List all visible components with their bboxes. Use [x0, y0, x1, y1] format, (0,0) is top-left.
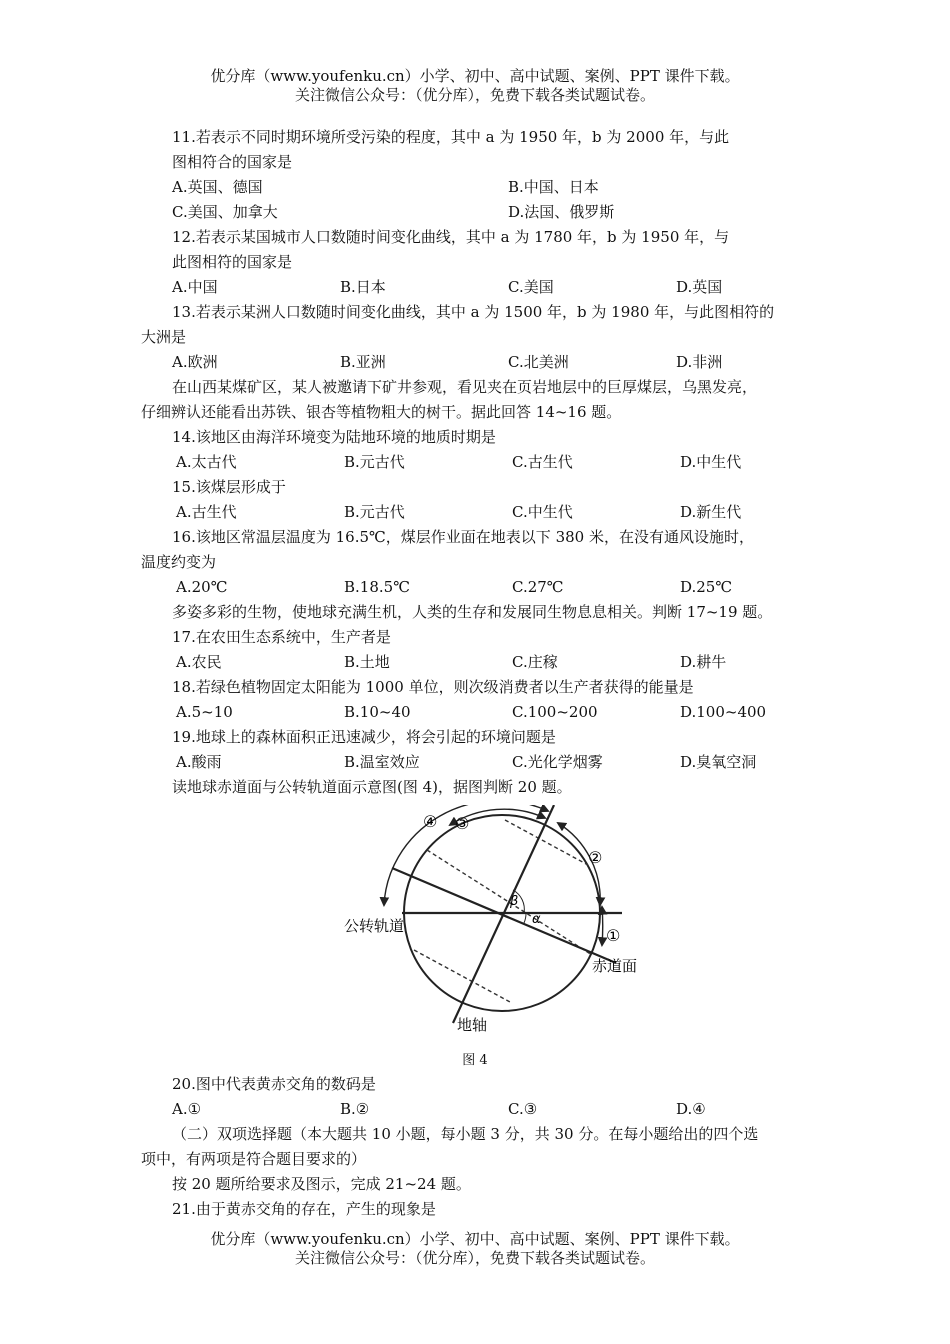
q15-option-d: D.新生代	[680, 503, 742, 521]
label-alpha: α	[532, 912, 541, 927]
q11-stem-line-1: 11.若表示不同时期环境所受污染的程度，其中 a 为 1950 年，b 为 2000 年，与此	[172, 128, 730, 146]
q18-option-a: A.5~10	[176, 703, 233, 721]
q18-option-c: C.100~200	[512, 703, 598, 721]
q11-option-a: A.英国、德国	[172, 178, 263, 196]
q17-option-c: C.庄稼	[512, 653, 558, 671]
q19-option-a: A.酸雨	[176, 753, 222, 771]
q20-stem: 20.图中代表黄赤交角的数码是	[172, 1075, 376, 1093]
footer-line-2: 关注微信公众号：（优分库），免费下载各类试题试卷。	[294, 1249, 655, 1267]
q15-option-c: C.中生代	[512, 503, 573, 521]
q14-option-a: A.太古代	[176, 453, 237, 471]
arrow-1	[602, 907, 603, 945]
label-num-4: ④	[423, 812, 438, 831]
q20-option-c: C.③	[508, 1100, 538, 1118]
q12-stem-line-1: 12.若表示某国城市人口数随时间变化曲线，其中 a 为 1780 年，b 为 1950 年，与	[172, 228, 730, 246]
label-beta: β	[510, 894, 519, 909]
q13-option-a: A.欧洲	[172, 353, 218, 371]
q15-stem: 15.该煤层形成于	[172, 478, 286, 496]
q16-option-a: A.20℃	[176, 578, 228, 596]
q13-option-d: D.非洲	[676, 353, 723, 371]
q16-stem-line-1: 16.该地区常温层温度为 16.5℃，煤层作业面在地表以下 380 米，在没有通风设施时，	[172, 528, 754, 546]
q15-option-b: B.元古代	[344, 503, 405, 521]
q17-stem: 17.在农田生态系统中，生产者是	[172, 628, 391, 646]
q12-stem-line-2: 此图相符的国家是	[172, 253, 293, 271]
q20-option-b: B.②	[340, 1100, 370, 1118]
q13-stem-line-1: 13.若表示某洲人口数随时间变化曲线，其中 a 为 1500 年，b 为 1980 年，与此图相符的	[172, 303, 775, 321]
q14-option-c: C.古生代	[512, 453, 573, 471]
header-line-2: 关注微信公众号：（优分库），免费下载各类试题试卷。	[294, 86, 655, 104]
q11-stem-line-2: 图相符合的国家是	[172, 153, 293, 171]
q17-option-a: A.农民	[176, 653, 222, 671]
label-num-2: ②	[588, 848, 603, 867]
q19-option-c: C.光化学烟雾	[512, 753, 603, 771]
q18-option-d: D.100~400	[680, 703, 767, 721]
q18-option-b: B.10~40	[344, 703, 411, 721]
q13-option-c: C.北美洲	[508, 353, 569, 371]
q12-option-a: A.中国	[172, 278, 218, 296]
section-2-line-1: （二）双项选择题（本大题共 10 小题，每小题 3 分，共 30 分。在每小题给出的四个选	[172, 1125, 759, 1143]
label-num-1: ①	[606, 926, 621, 945]
header-line-1: 优分库（www.youfenku.cn）小学、初中、高中试题、案例、PPT 课件下载。	[210, 67, 740, 85]
label-orbit: 公转轨道	[344, 917, 405, 935]
q13-stem-line-2: 大洲是	[141, 328, 187, 346]
figure-4-diagram	[330, 805, 650, 1037]
q13-option-b: B.亚洲	[340, 353, 386, 371]
intro-20: 读地球赤道面与公转轨道面示意图(图 4)，据图判断 20 题。	[172, 778, 572, 796]
q12-option-d: D.英国	[676, 278, 723, 296]
intro-21: 按 20 题所给要求及图示，完成 21~24 题。	[172, 1175, 471, 1193]
q16-option-b: B.18.5℃	[344, 578, 410, 596]
q17-option-d: D.耕牛	[680, 653, 727, 671]
intro-14-line-1: 在山西某煤矿区，某人被邀请下矿井参观，看见夹在页岩地层中的巨厚煤层，乌黑发亮，	[172, 378, 758, 396]
q11-option-d: D.法国、俄罗斯	[508, 203, 615, 221]
figure-4-caption: 图 4	[462, 1053, 488, 1068]
alpha-arc	[524, 913, 526, 923]
latitude-dashed-lines	[414, 820, 592, 1002]
q16-stem-line-2: 温度约变为	[141, 553, 217, 571]
q19-option-d: D.臭氧空洞	[680, 753, 757, 771]
q14-stem: 14.该地区由海洋环境变为陆地环境的地质时期是	[172, 428, 496, 446]
q18-stem: 18.若绿色植物固定太阳能为 1000 单位，则次级消费者以生产者获得的能量是	[172, 678, 694, 696]
footer-line-1: 优分库（www.youfenku.cn）小学、初中、高中试题、案例、PPT 课件下载。	[210, 1230, 740, 1248]
q19-option-b: B.温室效应	[344, 753, 420, 771]
q15-option-a: A.古生代	[176, 503, 237, 521]
section-2-line-2: 项中，有两项是符合题目要求的）	[141, 1150, 367, 1168]
q14-option-d: D.中生代	[680, 453, 742, 471]
q16-option-d: D.25℃	[680, 578, 733, 596]
q12-option-b: B.日本	[340, 278, 386, 296]
label-equator: 赤道面	[592, 957, 638, 975]
q20-option-a: A.①	[172, 1100, 202, 1118]
q20-option-d: D.④	[676, 1100, 706, 1118]
label-num-3: ③	[455, 814, 470, 833]
q11-option-b: B.中国、日本	[508, 178, 599, 196]
label-axis: 地轴	[457, 1016, 488, 1034]
q21-stem: 21.由于黄赤交角的存在，产生的现象是	[172, 1200, 436, 1218]
intro-17: 多姿多彩的生物，使地球充满生机，人类的生存和发展同生物息息相关。判断 17~19 题。	[172, 603, 773, 621]
q12-option-c: C.美国	[508, 278, 554, 296]
intro-14-line-2: 仔细辨认还能看出苏铁、银杏等植物粗大的树干。据此回答 14~16 题。	[141, 403, 622, 421]
q19-stem: 19.地球上的森林面积正迅速减少，将会引起的环境问题是	[172, 728, 556, 746]
q14-option-b: B.元古代	[344, 453, 405, 471]
q16-option-c: C.27℃	[512, 578, 564, 596]
q17-option-b: B.土地	[344, 653, 390, 671]
q11-option-c: C.美国、加拿大	[172, 203, 278, 221]
